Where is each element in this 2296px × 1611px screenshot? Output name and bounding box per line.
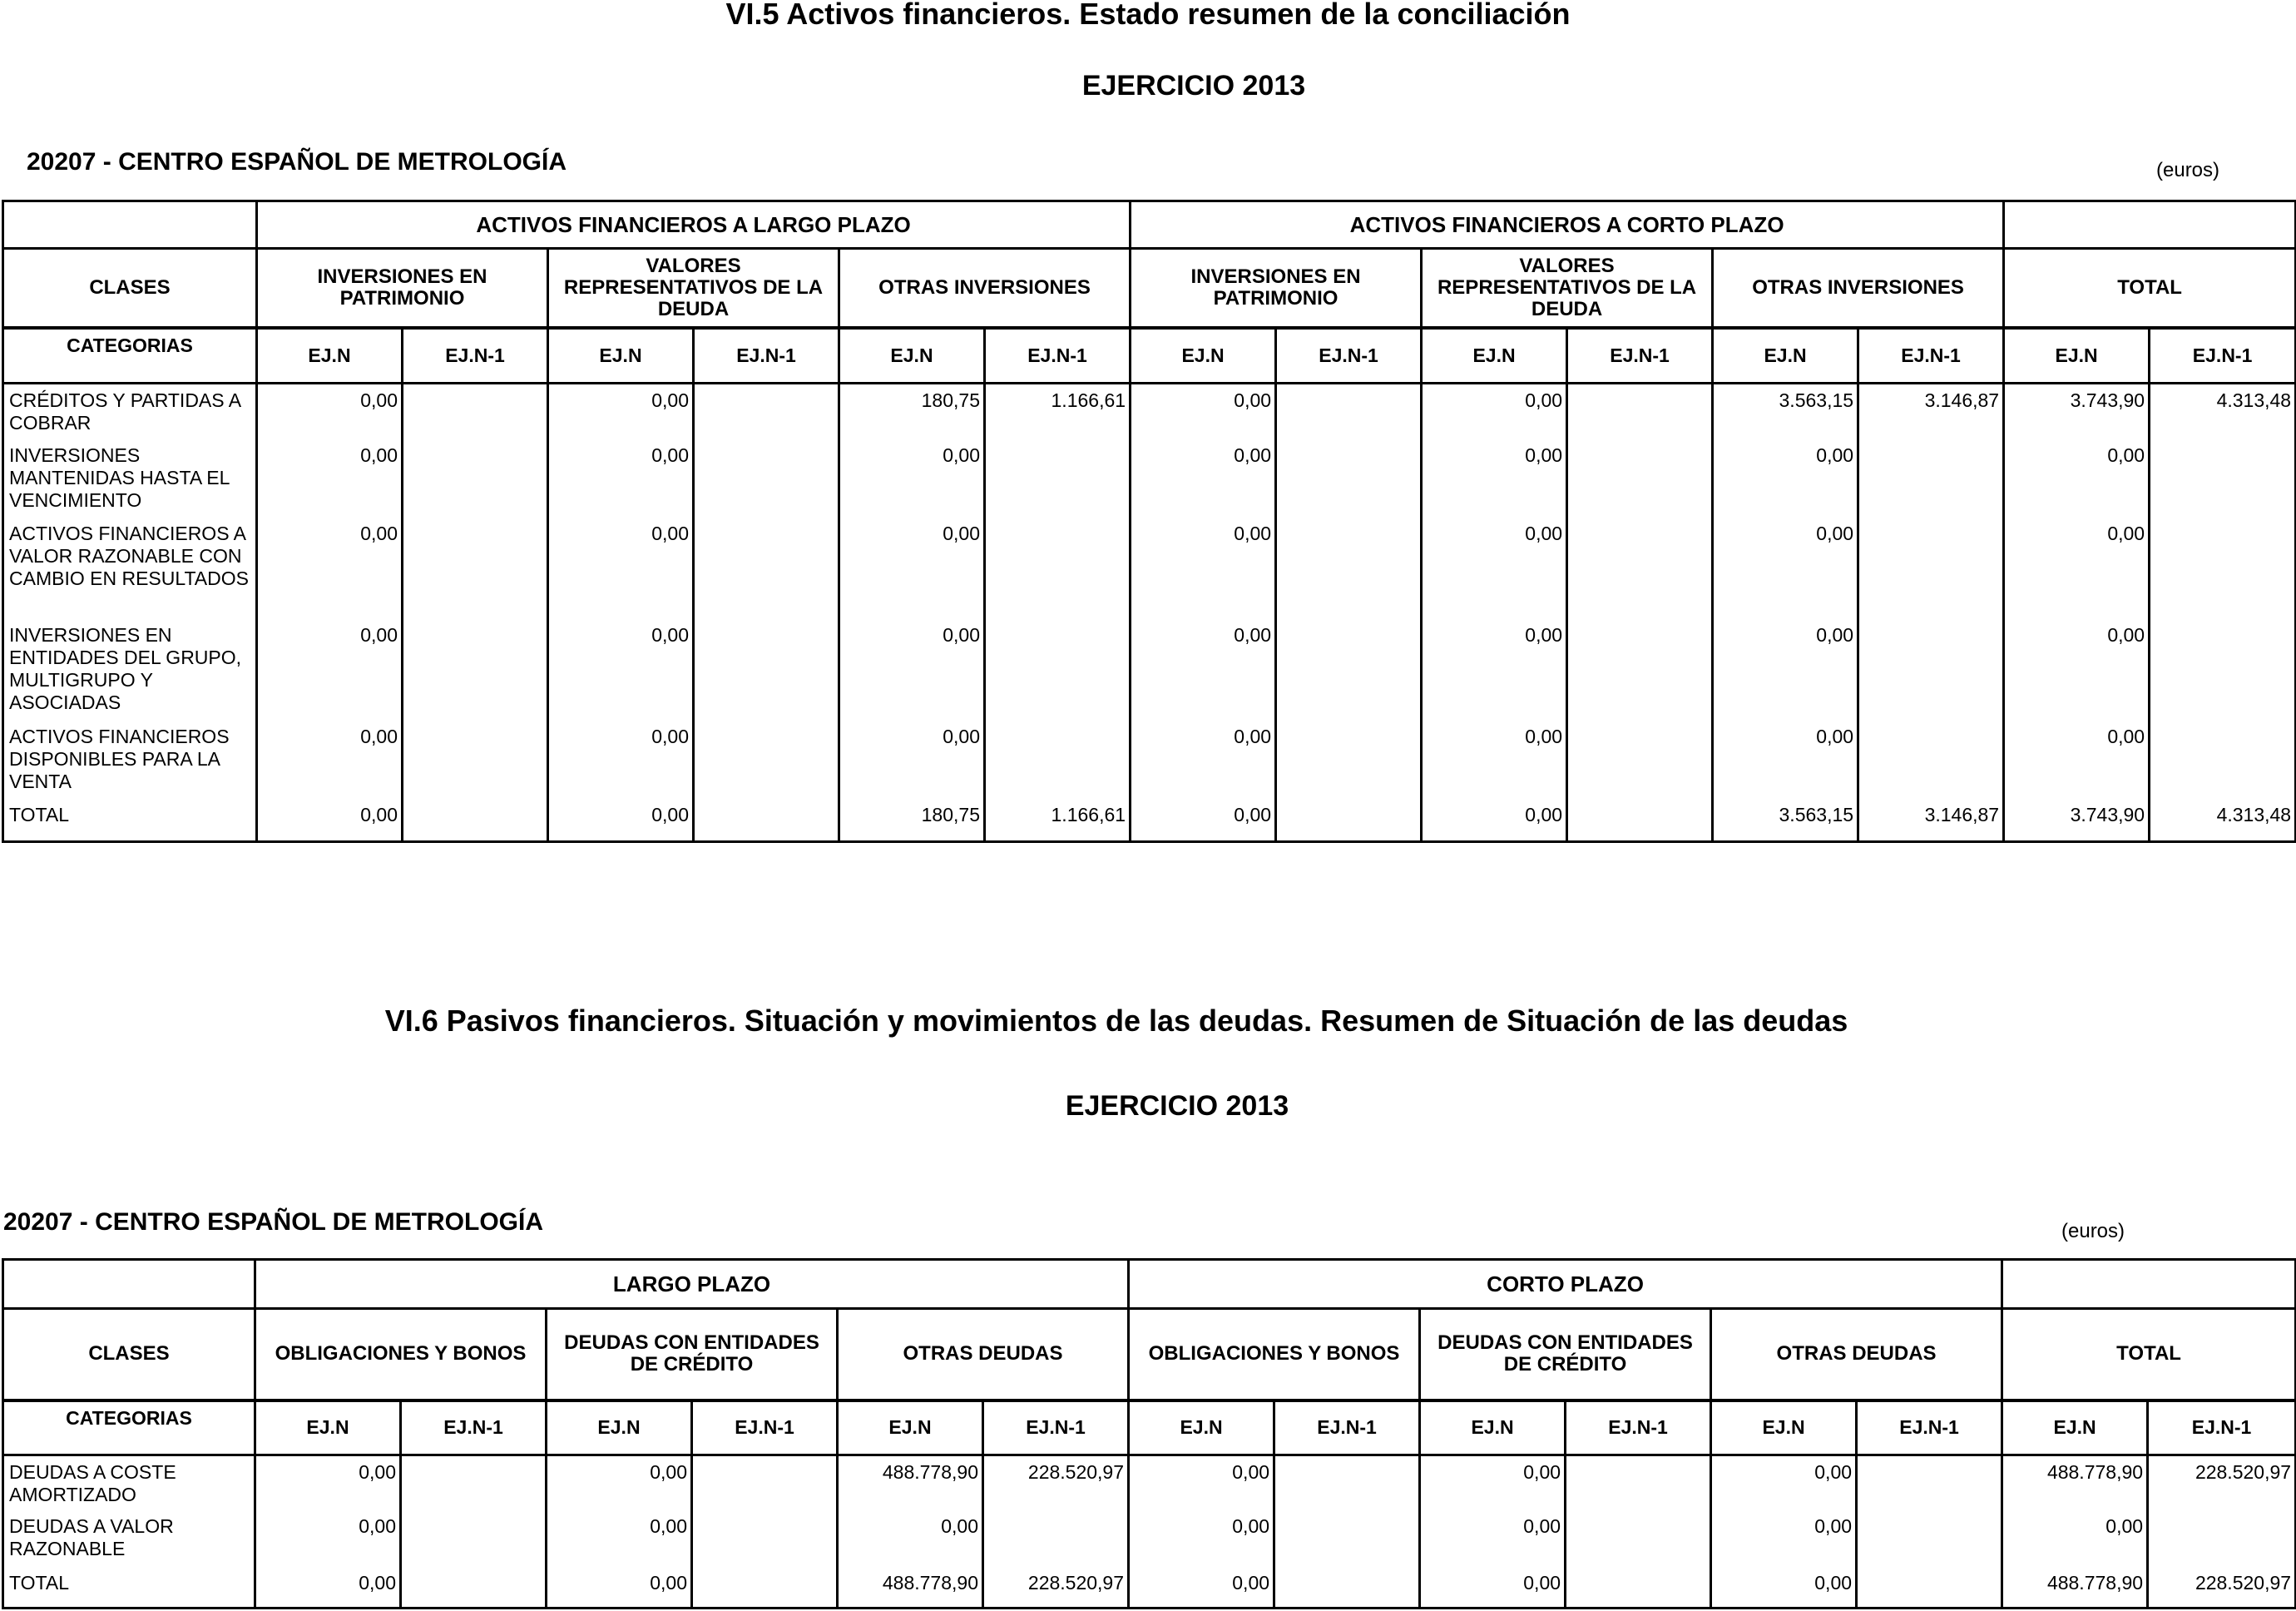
subcolumn-header: EJ.N bbox=[255, 1400, 401, 1455]
value-cell: 228.520,97 bbox=[2148, 1455, 2296, 1510]
subcolumn-header: EJ.N-1 bbox=[1274, 1400, 1420, 1455]
value-cell: 0,00 bbox=[255, 1567, 401, 1609]
table-row bbox=[3, 1455, 2296, 1510]
subcolumn-header: EJ.N bbox=[839, 328, 985, 384]
value-cell: 0,00 bbox=[255, 1510, 401, 1567]
value-cell: 0,00 bbox=[257, 799, 403, 842]
value-cell bbox=[1566, 1567, 1711, 1609]
value-cell: 0,00 bbox=[1422, 439, 1567, 518]
value-cell: 0,00 bbox=[548, 384, 694, 439]
value-cell: 4.313,48 bbox=[2150, 799, 2296, 842]
value-cell: 1.166,61 bbox=[985, 384, 1131, 439]
subcolumn-header: EJ.N-1 bbox=[1567, 328, 1713, 384]
value-cell bbox=[2150, 619, 2296, 721]
section2-entity: 20207 - CENTRO ESPAÑOL DE METROLOGÍA bbox=[3, 1208, 543, 1236]
value-cell bbox=[1858, 518, 2004, 619]
value-cell bbox=[1566, 1510, 1711, 1567]
value-cell: 488.778,90 bbox=[2002, 1567, 2148, 1609]
value-cell: 228.520,97 bbox=[2148, 1567, 2296, 1609]
column-header: OBLIGACIONES Y BONOS bbox=[255, 1309, 547, 1400]
value-cell bbox=[2150, 721, 2296, 799]
value-cell bbox=[1276, 439, 1422, 518]
value-cell bbox=[694, 384, 839, 439]
value-cell: 0,00 bbox=[1420, 1455, 1566, 1510]
value-cell bbox=[403, 721, 548, 799]
table-row bbox=[3, 1567, 2296, 1609]
value-cell bbox=[2148, 1510, 2296, 1567]
subcolumn-header: EJ.N bbox=[547, 1400, 692, 1455]
value-cell: 0,00 bbox=[1422, 799, 1567, 842]
value-cell bbox=[1858, 619, 2004, 721]
corner-cell bbox=[3, 201, 257, 249]
row-label: TOTAL bbox=[3, 1567, 255, 1609]
value-cell: 0,00 bbox=[257, 384, 403, 439]
corner-cell bbox=[3, 1260, 255, 1309]
value-cell bbox=[1858, 439, 2004, 518]
subcolumn-header: EJ.N-1 bbox=[1858, 328, 2004, 384]
value-cell: 0,00 bbox=[257, 439, 403, 518]
column-header: VALORES REPRESENTATIVOS DE LA DEUDA bbox=[548, 249, 839, 328]
group-header: ACTIVOS FINANCIEROS A LARGO PLAZO bbox=[257, 201, 1131, 249]
value-cell: 0,00 bbox=[255, 1455, 401, 1510]
value-cell: 0,00 bbox=[1131, 439, 1276, 518]
subcolumn-header: EJ.N-1 bbox=[692, 1400, 838, 1455]
value-cell bbox=[1276, 619, 1422, 721]
section1-title: VI.5 Activos financieros. Estado resumen de la conciliación bbox=[725, 0, 1571, 31]
value-cell bbox=[692, 1567, 838, 1609]
value-cell bbox=[694, 619, 839, 721]
value-cell: 0,00 bbox=[547, 1455, 692, 1510]
value-cell: 488.778,90 bbox=[838, 1455, 983, 1510]
table-row bbox=[3, 619, 2296, 721]
value-cell: 0,00 bbox=[1711, 1567, 1857, 1609]
financial-assets-table bbox=[2, 200, 2296, 843]
subcolumn-header: EJ.N-1 bbox=[403, 328, 548, 384]
value-cell: 0,00 bbox=[547, 1567, 692, 1609]
value-cell bbox=[692, 1510, 838, 1567]
value-cell: 0,00 bbox=[1420, 1567, 1566, 1609]
value-cell: 0,00 bbox=[1131, 721, 1276, 799]
table-row bbox=[3, 799, 2296, 842]
subcolumn-header: EJ.N-1 bbox=[2150, 328, 2296, 384]
subcolumn-header: EJ.N bbox=[838, 1400, 983, 1455]
clases-label: CLASES bbox=[3, 249, 257, 328]
value-cell: 3.146,87 bbox=[1858, 799, 2004, 842]
value-cell: 488.778,90 bbox=[2002, 1455, 2148, 1510]
value-cell bbox=[403, 799, 548, 842]
value-cell bbox=[985, 439, 1131, 518]
value-cell: 0,00 bbox=[1420, 1510, 1566, 1567]
value-cell bbox=[1567, 619, 1713, 721]
value-cell: 3.146,87 bbox=[1858, 384, 2004, 439]
value-cell: 3.743,90 bbox=[2004, 384, 2150, 439]
value-cell: 0,00 bbox=[1711, 1510, 1857, 1567]
row-label: ACTIVOS FINANCIEROS A VALOR RAZONABLE CON CAMBIO EN RESULTADOS bbox=[3, 518, 257, 619]
section2-title: VI.6 Pasivos financieros. Situación y movimientos de las deudas. Resumen de Situación de las deudas bbox=[384, 1004, 1848, 1038]
value-cell: 180,75 bbox=[839, 384, 985, 439]
value-cell bbox=[401, 1455, 547, 1510]
value-cell: 0,00 bbox=[2004, 439, 2150, 518]
value-cell bbox=[401, 1510, 547, 1567]
value-cell: 0,00 bbox=[1711, 1455, 1857, 1510]
value-cell bbox=[401, 1567, 547, 1609]
value-cell bbox=[2150, 518, 2296, 619]
value-cell: 0,00 bbox=[548, 721, 694, 799]
subcolumn-header: EJ.N bbox=[257, 328, 403, 384]
value-cell bbox=[983, 1510, 1129, 1567]
row-label: ACTIVOS FINANCIEROS DISPONIBLES PARA LA VENTA bbox=[3, 721, 257, 799]
value-cell bbox=[1567, 384, 1713, 439]
row-label: DEUDAS A VALOR RAZONABLE bbox=[3, 1510, 255, 1567]
column-header: VALORES REPRESENTATIVOS DE LA DEUDA bbox=[1422, 249, 1713, 328]
column-header: TOTAL bbox=[2004, 249, 2296, 328]
row-label: INVERSIONES MANTENIDAS HASTA EL VENCIMIENTO bbox=[3, 439, 257, 518]
value-cell: 0,00 bbox=[1713, 439, 1858, 518]
value-cell bbox=[985, 619, 1131, 721]
value-cell: 0,00 bbox=[257, 619, 403, 721]
subcolumn-header: EJ.N bbox=[548, 328, 694, 384]
value-cell: 228.520,97 bbox=[983, 1567, 1129, 1609]
value-cell: 0,00 bbox=[257, 721, 403, 799]
row-label: TOTAL bbox=[3, 799, 257, 842]
group-header: CORTO PLAZO bbox=[1129, 1260, 2002, 1309]
section1-units: (euros) bbox=[2156, 159, 2220, 181]
value-cell bbox=[1276, 518, 1422, 619]
section2-units: (euros) bbox=[2061, 1220, 2125, 1242]
column-header: OTRAS INVERSIONES bbox=[1713, 249, 2004, 328]
section1-subtitle: EJERCICIO 2013 bbox=[1081, 70, 1306, 102]
value-cell bbox=[694, 439, 839, 518]
total-group-cell bbox=[2002, 1260, 2296, 1309]
value-cell bbox=[403, 384, 548, 439]
column-header: INVERSIONES EN PATRIMONIO bbox=[1131, 249, 1422, 328]
value-cell: 0,00 bbox=[1422, 721, 1567, 799]
table-row bbox=[3, 1510, 2296, 1567]
value-cell bbox=[1274, 1510, 1420, 1567]
value-cell bbox=[1857, 1455, 2002, 1510]
value-cell bbox=[1274, 1567, 1420, 1609]
value-cell: 0,00 bbox=[839, 518, 985, 619]
subcolumn-header: EJ.N-1 bbox=[983, 1400, 1129, 1455]
value-cell: 0,00 bbox=[1129, 1455, 1274, 1510]
row-label: DEUDAS A COSTE AMORTIZADO bbox=[3, 1455, 255, 1510]
subcolumn-header: EJ.N bbox=[1129, 1400, 1274, 1455]
value-cell: 1.166,61 bbox=[985, 799, 1131, 842]
value-cell: 0,00 bbox=[2004, 619, 2150, 721]
value-cell: 3.563,15 bbox=[1713, 384, 1858, 439]
value-cell bbox=[985, 721, 1131, 799]
group-header: LARGO PLAZO bbox=[255, 1260, 1129, 1309]
value-cell: 0,00 bbox=[1129, 1567, 1274, 1609]
value-cell bbox=[1276, 384, 1422, 439]
value-cell: 0,00 bbox=[2004, 721, 2150, 799]
value-cell bbox=[1567, 439, 1713, 518]
section2-subtitle: EJERCICIO 2013 bbox=[1065, 1090, 1289, 1122]
subcolumn-header: EJ.N-1 bbox=[1276, 328, 1422, 384]
value-cell: 0,00 bbox=[1129, 1510, 1274, 1567]
subcolumn-header: EJ.N bbox=[1713, 328, 1858, 384]
clases-label: CLASES bbox=[3, 1309, 255, 1400]
subcolumn-header: EJ.N bbox=[1131, 328, 1276, 384]
value-cell bbox=[1567, 721, 1713, 799]
value-cell bbox=[694, 721, 839, 799]
value-cell: 0,00 bbox=[548, 619, 694, 721]
subcolumn-header: EJ.N bbox=[1711, 1400, 1857, 1455]
value-cell bbox=[1567, 799, 1713, 842]
value-cell: 0,00 bbox=[548, 799, 694, 842]
column-header: OTRAS DEUDAS bbox=[838, 1309, 1129, 1400]
value-cell: 0,00 bbox=[839, 721, 985, 799]
value-cell bbox=[1857, 1510, 2002, 1567]
categorias-label: CATEGORIAS bbox=[3, 1400, 255, 1455]
subcolumn-header: EJ.N bbox=[1422, 328, 1567, 384]
value-cell: 0,00 bbox=[1713, 619, 1858, 721]
value-cell: 488.778,90 bbox=[838, 1567, 983, 1609]
subcolumn-header: EJ.N-1 bbox=[2148, 1400, 2296, 1455]
value-cell: 0,00 bbox=[1131, 619, 1276, 721]
categorias-label: CATEGORIAS bbox=[3, 328, 257, 384]
value-cell: 3.743,90 bbox=[2004, 799, 2150, 842]
value-cell bbox=[1276, 721, 1422, 799]
value-cell bbox=[2150, 439, 2296, 518]
subcolumn-header: EJ.N-1 bbox=[401, 1400, 547, 1455]
subcolumn-header: EJ.N bbox=[1420, 1400, 1566, 1455]
value-cell: 0,00 bbox=[1713, 518, 1858, 619]
value-cell: 180,75 bbox=[839, 799, 985, 842]
column-header: DEUDAS CON ENTIDADES DE CRÉDITO bbox=[1420, 1309, 1711, 1400]
value-cell: 0,00 bbox=[1422, 384, 1567, 439]
value-cell: 0,00 bbox=[1713, 721, 1858, 799]
financial-liabilities-table bbox=[2, 1258, 2296, 1609]
value-cell bbox=[1566, 1455, 1711, 1510]
subcolumn-header: EJ.N-1 bbox=[694, 328, 839, 384]
group-header: ACTIVOS FINANCIEROS A CORTO PLAZO bbox=[1131, 201, 2004, 249]
value-cell: 0,00 bbox=[548, 518, 694, 619]
subcolumn-header: EJ.N bbox=[2004, 328, 2150, 384]
table-row bbox=[3, 721, 2296, 799]
subcolumn-header: EJ.N-1 bbox=[985, 328, 1131, 384]
total-group-cell bbox=[2004, 201, 2296, 249]
value-cell: 0,00 bbox=[2002, 1510, 2148, 1567]
value-cell: 0,00 bbox=[548, 439, 694, 518]
value-cell bbox=[694, 799, 839, 842]
value-cell bbox=[403, 619, 548, 721]
section1-entity: 20207 - CENTRO ESPAÑOL DE METROLOGÍA bbox=[27, 148, 567, 176]
subcolumn-header: EJ.N bbox=[2002, 1400, 2148, 1455]
value-cell bbox=[403, 439, 548, 518]
value-cell: 228.520,97 bbox=[983, 1455, 1129, 1510]
value-cell: 0,00 bbox=[2004, 518, 2150, 619]
value-cell: 0,00 bbox=[257, 518, 403, 619]
value-cell bbox=[1274, 1455, 1420, 1510]
value-cell: 0,00 bbox=[1422, 619, 1567, 721]
column-header: OTRAS DEUDAS bbox=[1711, 1309, 2002, 1400]
value-cell bbox=[403, 518, 548, 619]
value-cell: 0,00 bbox=[1131, 799, 1276, 842]
value-cell: 0,00 bbox=[838, 1510, 983, 1567]
value-cell bbox=[1567, 518, 1713, 619]
column-header: INVERSIONES EN PATRIMONIO bbox=[257, 249, 548, 328]
column-header: TOTAL bbox=[2002, 1309, 2296, 1400]
column-header: OBLIGACIONES Y BONOS bbox=[1129, 1309, 1420, 1400]
column-header: DEUDAS CON ENTIDADES DE CRÉDITO bbox=[547, 1309, 838, 1400]
value-cell: 0,00 bbox=[1131, 518, 1276, 619]
value-cell: 3.563,15 bbox=[1713, 799, 1858, 842]
value-cell: 0,00 bbox=[1422, 518, 1567, 619]
value-cell: 0,00 bbox=[1131, 384, 1276, 439]
value-cell: 0,00 bbox=[839, 619, 985, 721]
value-cell: 0,00 bbox=[547, 1510, 692, 1567]
subcolumn-header: EJ.N-1 bbox=[1566, 1400, 1711, 1455]
value-cell bbox=[1858, 721, 2004, 799]
value-cell bbox=[1276, 799, 1422, 842]
table-row bbox=[3, 384, 2296, 439]
row-label: CRÉDITOS Y PARTIDAS A COBRAR bbox=[3, 384, 257, 439]
column-header: OTRAS INVERSIONES bbox=[839, 249, 1131, 328]
value-cell bbox=[692, 1455, 838, 1510]
row-label: INVERSIONES EN ENTIDADES DEL GRUPO, MULTIGRUPO Y ASOCIADAS bbox=[3, 619, 257, 721]
table-row bbox=[3, 518, 2296, 619]
value-cell: 4.313,48 bbox=[2150, 384, 2296, 439]
value-cell bbox=[985, 518, 1131, 619]
value-cell bbox=[1857, 1567, 2002, 1609]
table-row bbox=[3, 439, 2296, 518]
value-cell: 0,00 bbox=[839, 439, 985, 518]
value-cell bbox=[694, 518, 839, 619]
subcolumn-header: EJ.N-1 bbox=[1857, 1400, 2002, 1455]
